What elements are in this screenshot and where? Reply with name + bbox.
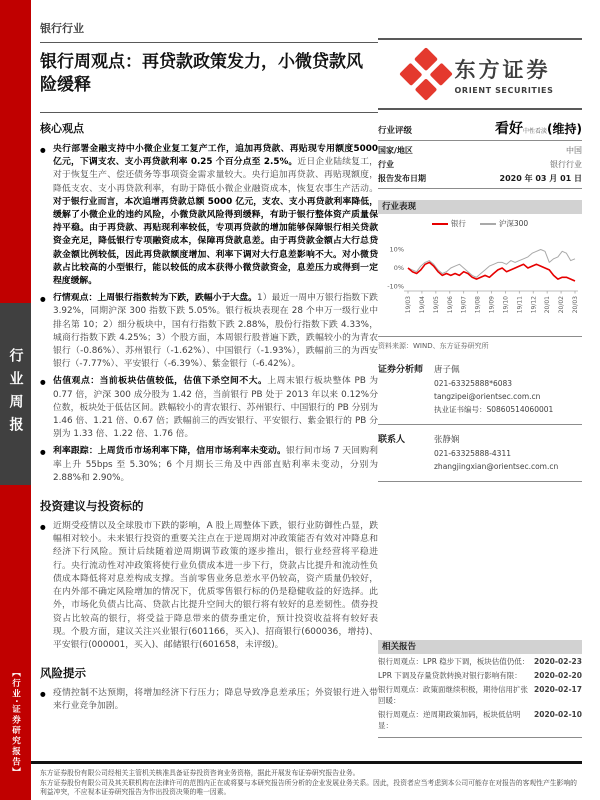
analyst-email: tangzipei@orientsec.com.cn — [434, 392, 541, 401]
related-report-item — [378, 709, 582, 731]
related-report-date: 2020-02-10 — [534, 710, 582, 719]
diamond-tile — [399, 62, 422, 85]
related-report-title: 银行周观点：逆周期政策加码，板块低估明显： — [378, 710, 521, 730]
chart-source-note: 资料来源：WIND、东方证券研究所 — [378, 342, 489, 350]
investment-heading: 投资建议与投资标的 — [40, 499, 144, 514]
x-tick-label: 19/05 — [432, 296, 440, 314]
related-report-item — [378, 656, 582, 667]
orient-diamond-icon — [399, 47, 453, 101]
report-spine-bar — [0, 0, 31, 800]
x-tick-label: 19/08 — [474, 296, 482, 314]
meta-value: 中国 — [566, 146, 582, 155]
report-type-tab — [0, 303, 31, 485]
disclaimer-line1: 东方证券股份有限公司经相关主管机关核准具备证券投资咨询业务资格，据此开展发布证券研究报告业务。 — [40, 769, 360, 777]
meta-label: 报告发布日期 — [378, 174, 426, 183]
report-header — [40, 20, 378, 98]
bullet-text: 上周末银行板块整体 PB 为 0.77 倍，沪深 300 成分股为 1.42 倍，当前银行 PB 处于 2013 年以来 0.12%分位数，板块处于低估区间。跌幅较小的青农银行、苏州银行、中国银行的 PB 分别为 1.46 倍、1.21 倍、0.67 倍；跌幅前三的西安银行、平安银行、紫金银行的 PB 分别为 1.33 倍、1.22 倍、1.76 倍。 — [53, 376, 378, 440]
brand-logo — [378, 38, 582, 110]
industry-performance-chart — [378, 231, 582, 335]
bullet-item — [40, 687, 378, 713]
legend-swatch-icon — [480, 223, 496, 225]
analyst-label: 证券分析师 — [378, 365, 424, 375]
related-reports-list — [378, 656, 582, 734]
risk-list — [40, 687, 378, 713]
report-type-label: 行业周报 — [7, 348, 24, 440]
meta-label: 行业 — [378, 160, 394, 169]
x-tick-label: 19/12 — [530, 296, 538, 314]
divider — [378, 737, 582, 738]
bullet-emphasis: 行情观点：上周银行指数转为下跌，跌幅小于大盘。 — [53, 293, 258, 304]
related-report-date: 2020-02-17 — [534, 685, 582, 694]
performance-section-header: 行业表现 — [378, 200, 582, 214]
legend-item: 沪深300 — [480, 218, 528, 229]
related-reports-header: 相关报告 — [378, 640, 582, 654]
contact-name: 张静娴 — [434, 435, 460, 445]
y-tick-label: -10% — [387, 282, 404, 291]
related-report-date: 2020-02-23 — [534, 657, 582, 666]
analyst-phone: 021-63325888*6083 — [434, 379, 513, 388]
bullet-emphasis: 估值观点：当前板块估值较低，估值下杀空间不大。 — [53, 376, 268, 387]
bullet-text: 疫情控制不达预期，将增加经济下行压力；降息导致净息差承压；外资银行进入带来行业竞争加剧。 — [53, 688, 378, 712]
x-tick-label: 20/03 — [572, 296, 579, 314]
industry-label: 银行行业 — [40, 20, 378, 43]
analyst-cert: 执业证书编号：S0860514060001 — [434, 405, 554, 414]
risk-heading: 风险提示 — [40, 666, 86, 681]
bullet-emphasis: 央行部署金融支持中小微企业复工复产工作，追加再贷款、再贴现专用额度5000 亿元，下调支农、支小再贷款利率 0.25 个百分点至 2.5%。 — [53, 144, 378, 168]
core-views-heading: 核心观点 — [40, 122, 84, 135]
x-tick-label: 19/10 — [502, 296, 510, 314]
contact-details — [434, 434, 558, 473]
divider — [378, 424, 582, 425]
industry-rating-row — [378, 118, 582, 138]
bullet-emphasis: 利率跟踪：上周货币市场利率下降，信用市场利率未变动。 — [53, 446, 286, 457]
x-tick-label: 19/06 — [446, 296, 454, 314]
related-report-item — [378, 684, 582, 706]
report-series-tag — [0, 648, 31, 798]
rating-label: 行业评级 — [378, 126, 413, 136]
x-tick-label: 19/07 — [460, 296, 468, 314]
disclaimer — [40, 769, 582, 798]
bullet-item — [40, 375, 378, 441]
bullet-item — [40, 143, 378, 288]
rating-scale: 中性看淡 — [523, 128, 548, 135]
x-tick-label: 19/04 — [418, 296, 426, 314]
meta-row — [378, 144, 582, 158]
rating-value-group — [495, 118, 582, 138]
x-tick-label: 19/03 — [405, 296, 412, 314]
meta-label: 国家/地区 — [378, 146, 413, 155]
contact-label: 联系人 — [378, 435, 406, 445]
divider — [378, 336, 582, 337]
main-content — [40, 112, 378, 718]
related-report-title: 银行周观点：LPR 稳步下调，板块估值仍低： — [378, 657, 530, 666]
rating-value: 看好 — [495, 121, 523, 137]
x-tick-label: 20/02 — [558, 296, 566, 314]
diamond-tile — [414, 47, 437, 70]
core-views-list — [40, 143, 378, 485]
investment-list — [40, 520, 378, 652]
brand-names — [455, 54, 554, 95]
report-series-label: 【行业·证券研究报告】 — [10, 667, 21, 779]
report-meta-table — [378, 144, 582, 186]
diamond-tile — [414, 78, 437, 101]
bullet-text: 1）最近一周申万银行指数下跌 3.92%，同期沪深 300 指数下跌 5.05%。银行板块表现在 28 个申万一级行业中排名第 10；2）细分板块中，国有行指数下跌 2.88%，股份行指数下跌 4.33%，城商行指数下跌 4.25%；3）个股方面，本周银行股普遍下跌，跌幅较小的为青农银行（-0.86%）、苏州银行（-1.62%）、中国银行（-1.93%），跌幅前三的为西安银行（-7.77%）、平安银行（-6.39%）、紫金银行（-6.42%）。 — [53, 293, 378, 370]
related-report-date: 2020-02-20 — [534, 671, 582, 680]
x-tick-label: 20/01 — [544, 296, 552, 314]
analyst-details — [434, 364, 553, 416]
contact-phone: 021-63325888-4311 — [434, 449, 511, 458]
chart-legend — [378, 218, 582, 229]
brand-name-en: ORIENT SECURITIES — [454, 85, 554, 95]
contact-block — [378, 434, 582, 473]
meta-value: 2020 年 03 月 01 日 — [499, 174, 582, 183]
divider — [378, 140, 582, 141]
bullet-item — [40, 445, 378, 485]
x-tick-label: 19/09 — [488, 296, 496, 314]
divider — [378, 481, 582, 482]
meta-row — [378, 172, 582, 186]
rating-maintained: (维持) — [547, 122, 582, 136]
analyst-block — [378, 364, 582, 416]
meta-row — [378, 158, 582, 172]
bullet-text: 近日企业陆续复工，对于恢复生产、偿还债务等事项资金需求量较大。央行追加再贷款、再贴现额度，降低支农、支小再贷款利率，有助于降低小微企业融资成本，恢复农事生产活动。 — [53, 157, 378, 194]
related-report-title: 银行周观点：政策面继续积极，期待信用扩张回暖： — [378, 685, 528, 705]
diamond-tile — [429, 62, 452, 85]
bullet-emphasis: 对于银行业而言，本次追增再贷款总额 5000 亿元，支农、支小再贷款利率降低，缓解了小微企业的违约风险，小微贷款风险得到缓释，有助于银行整体资产质量保持平稳。由于再贷款、再贴现利率较低，专项再贷款的增加能够保障银行相关贷款资金充足，降低银行专项融资成本，保障再贷款息差。由于再贷款金额占大行总贷款金额比例较低，因此再贷款额度增加、利率下调对大行息差影响不大。对小微贷款占比较高的小型银行，能以较低的成本获得小微贷款资金，息差压力或得到一定程度缓解。 — [53, 196, 378, 287]
brand-name-cn: 东方证券 — [454, 57, 551, 82]
bullet-item — [40, 520, 378, 652]
disclaimer-line2: 东方证券股份有限公司及其关联机构在法律许可的范围内正在或将要与本研究报告所分析的企业发展业务关系。因此，投资者应当考虑到本公司可能存在对报告的客观性产生影响的利益冲突，不应视本证券研究报告为作出投资决策的唯一因素。 — [40, 778, 577, 797]
contact-email: zhangjingxian@orientsec.com.cn — [434, 462, 559, 471]
report-title: 银行周观点：再贷款政策发力，小微贷款风险缓释 — [40, 52, 363, 96]
related-report-title: LPR 下调及存量贷款转换对银行影响有限： — [378, 671, 522, 680]
analyst-name: 唐子佩 — [434, 365, 460, 375]
y-tick-label: 10% — [389, 245, 404, 254]
legend-item: 银行 — [432, 218, 466, 229]
bullet-item — [40, 292, 378, 371]
bullet-text: 近期受疫情以及全球股市下跌的影响，A 股上周整体下跌，银行业防御性凸显，跌幅相对较小。未来银行投资的重要关注点在于逆周期对冲政策能否有效对冲降息和经济下行风险。预计后续随着逆周期调节政策的逐步推出，银行业经营将平稳进行。央行流动性对冲政策将使行业负债成本进一步下行，贷款占比提升和流动性负债成本降低将对息差构成支撑。当前零售业务息差水平仍较高，资产质量仍较好，在内外部不确定风险增加的情况下，优质零售银行标的仍是稳健收益的好选择。此外，市场化负债占比高、贷款占比提升空间大的银行将有较好的息差韧性。债券投资占比较高的银行，将受益于降息带来的债券重定价，预计投资收益将有较好表现。个股方面，建议关注兴业银行(601166，买入)、招商银行(600036，增持)、平安银行(000001，买入)、邮储银行(601658，未评级)。 — [53, 521, 378, 650]
series-line-沪深300 — [408, 250, 575, 278]
footer-rule — [31, 761, 582, 764]
legend-swatch-icon — [432, 223, 448, 225]
x-tick-label: 19/11 — [516, 296, 524, 314]
bullet-text: 银行间市场 7 天回购利率上升 55bps 至 5.30%；6 个月期长三角及中西部直贴利率未变动，分别为 2.88%和 2.90%。 — [53, 446, 378, 483]
meta-value: 银行行业 — [550, 160, 582, 169]
related-report-item — [378, 670, 582, 681]
divider — [378, 188, 582, 189]
y-tick-label: 0% — [393, 264, 404, 272]
